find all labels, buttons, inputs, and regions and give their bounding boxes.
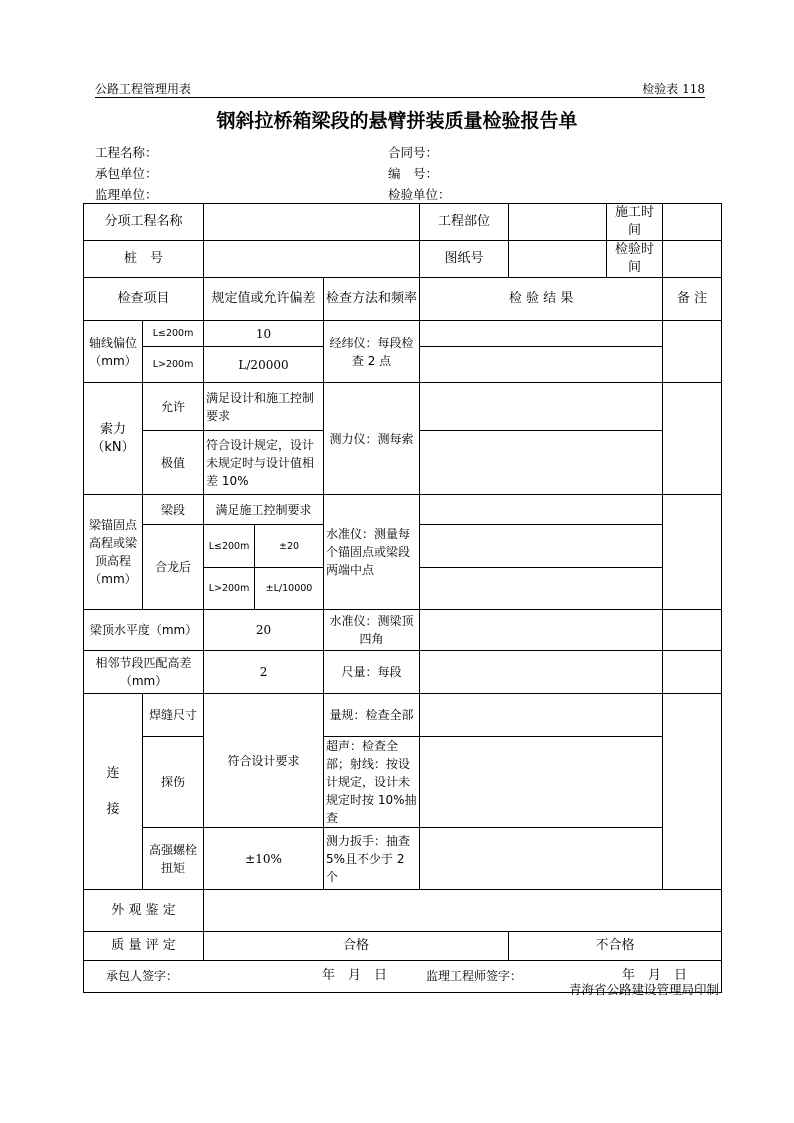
contractor-sign-label: 承包人签字： bbox=[106, 969, 179, 983]
elev-close-label: 合龙后 bbox=[143, 525, 204, 610]
remark-cell[interactable] bbox=[663, 495, 722, 610]
remark-cell[interactable] bbox=[663, 383, 722, 495]
supervisor-label: 监理单位： bbox=[95, 187, 158, 202]
engineer-sign-date: 年 月 日 bbox=[622, 968, 688, 983]
inspection-table bbox=[83, 203, 722, 993]
elev-seg-val: 满足施工控制要求 bbox=[204, 495, 324, 525]
result-cell[interactable] bbox=[420, 525, 663, 568]
inspection-time-value[interactable] bbox=[663, 241, 722, 278]
result-cell[interactable] bbox=[420, 610, 663, 651]
axis-val-a: 10 bbox=[204, 321, 324, 347]
result-cell[interactable] bbox=[420, 347, 663, 383]
result-cell[interactable] bbox=[420, 321, 663, 347]
conn-label-2: 接 bbox=[106, 801, 120, 817]
sub-project-value[interactable] bbox=[204, 204, 420, 241]
serial-no-label: 编 号： bbox=[388, 166, 439, 181]
contractor-label: 承包单位： bbox=[95, 166, 158, 181]
result-cell[interactable] bbox=[420, 568, 663, 610]
elev-method: 水准仪：测量每个锚固点或梁段两端中点 bbox=[324, 495, 420, 610]
result-cell[interactable] bbox=[420, 737, 663, 828]
result-cell[interactable] bbox=[420, 651, 663, 694]
elev-c2-cond: L>200m bbox=[204, 568, 255, 610]
col-method: 检查方法和频率 bbox=[324, 278, 420, 321]
page-header bbox=[95, 80, 705, 98]
inspect-unit-label: 检验单位： bbox=[388, 187, 451, 202]
tension-cond-b: 极值 bbox=[143, 431, 204, 495]
axis-cond-a: L≤200m bbox=[143, 321, 204, 347]
col-result: 检 验 结 果 bbox=[420, 278, 663, 321]
pile-no-label: 桩 号 bbox=[84, 241, 204, 278]
location-value[interactable] bbox=[509, 204, 607, 241]
elev-c2-val: ±L/10000 bbox=[255, 568, 324, 610]
construction-time-label: 施工时间 bbox=[607, 204, 663, 241]
project-name-label: 工程名称： bbox=[95, 145, 158, 160]
axis-label: 轴线偏位（mm） bbox=[84, 321, 143, 383]
remark-cell[interactable] bbox=[663, 694, 722, 890]
printer-footer: 青海省公路建设管理局印制 bbox=[568, 982, 719, 997]
pile-no-value[interactable] bbox=[204, 241, 420, 278]
contractor-sign-date: 年 月 日 bbox=[322, 968, 388, 983]
result-cell[interactable] bbox=[420, 431, 663, 495]
remark-cell[interactable] bbox=[663, 651, 722, 694]
flat-label: 梁顶水平度（mm） bbox=[84, 610, 204, 651]
adj-val: 2 bbox=[204, 651, 324, 694]
result-cell[interactable] bbox=[420, 495, 663, 525]
construction-time-value[interactable] bbox=[663, 204, 722, 241]
appearance-value[interactable] bbox=[204, 890, 722, 932]
tension-label: 索力（kN） bbox=[84, 383, 143, 495]
elev-label: 梁锚固点高程或梁顶高程（mm） bbox=[84, 495, 143, 610]
bolt-label: 高强螺栓扭矩 bbox=[143, 828, 204, 890]
adj-method: 尺量：每段 bbox=[324, 651, 420, 694]
location-label: 工程部位 bbox=[420, 204, 509, 241]
weld-spec: 符合设计要求 bbox=[204, 694, 324, 828]
adj-label: 相邻节段匹配高差（mm） bbox=[84, 651, 204, 694]
result-cell[interactable] bbox=[420, 828, 663, 890]
quality-fail[interactable]: 不合格 bbox=[509, 932, 722, 961]
engineer-sign-label: 监理工程师签字： bbox=[426, 969, 523, 983]
tension-val-b: 符合设计规定，设计未规定时与设计值相差 10% bbox=[204, 431, 324, 495]
elev-seg-label: 梁段 bbox=[143, 495, 204, 525]
remark-cell[interactable] bbox=[663, 321, 722, 383]
axis-cond-b: L>200m bbox=[143, 347, 204, 383]
contract-no-label: 合同号： bbox=[388, 145, 439, 160]
flaw-method: 超声：检查全部；射线：按设计规定，设计未规定时按 10%抽查 bbox=[324, 737, 420, 828]
quality-pass[interactable]: 合格 bbox=[204, 932, 509, 961]
sub-project-label: 分项工程名称 bbox=[84, 204, 204, 241]
bolt-method: 测力扳手：抽查 5%且不少于 2 个 bbox=[324, 828, 420, 890]
conn-label-1: 连 bbox=[106, 765, 120, 781]
flaw-label: 探伤 bbox=[143, 737, 204, 828]
inspection-time-label: 检验时间 bbox=[607, 241, 663, 278]
elev-c1-cond: L≤200m bbox=[204, 525, 255, 568]
header-form-number: 检验表 118 bbox=[642, 82, 705, 96]
flat-val: 20 bbox=[204, 610, 324, 651]
document-title: 钢斜拉桥箱梁段的悬臂拼装质量检验报告单 bbox=[216, 110, 578, 132]
result-cell[interactable] bbox=[420, 694, 663, 737]
tension-val-a: 满足设计和施工控制要求 bbox=[204, 383, 324, 431]
col-remark: 备 注 bbox=[663, 278, 722, 321]
header-left: 公路工程管理用表 bbox=[95, 82, 192, 96]
drawing-no-label: 图纸号 bbox=[420, 241, 509, 278]
axis-val-b: L/20000 bbox=[204, 347, 324, 383]
axis-method: 经纬仪：每段检查 2 点 bbox=[324, 321, 420, 383]
col-spec: 规定值或允许偏差 bbox=[204, 278, 324, 321]
conn-label bbox=[84, 694, 143, 890]
bolt-val: ±10% bbox=[204, 828, 324, 890]
appearance-label: 外 观 鉴 定 bbox=[84, 890, 204, 932]
result-cell[interactable] bbox=[420, 383, 663, 431]
flat-method: 水准仪：测梁顶四角 bbox=[324, 610, 420, 651]
remark-cell[interactable] bbox=[663, 610, 722, 651]
tension-cond-a: 允许 bbox=[143, 383, 204, 431]
tension-method: 测力仪：测每索 bbox=[324, 383, 420, 495]
drawing-no-value[interactable] bbox=[509, 241, 607, 278]
weld-method: 量规：检查全部 bbox=[324, 694, 420, 737]
elev-c1-val: ±20 bbox=[255, 525, 324, 568]
weld-label: 焊缝尺寸 bbox=[143, 694, 204, 737]
quality-label: 质 量 评 定 bbox=[84, 932, 204, 961]
col-item: 检查项目 bbox=[84, 278, 204, 321]
